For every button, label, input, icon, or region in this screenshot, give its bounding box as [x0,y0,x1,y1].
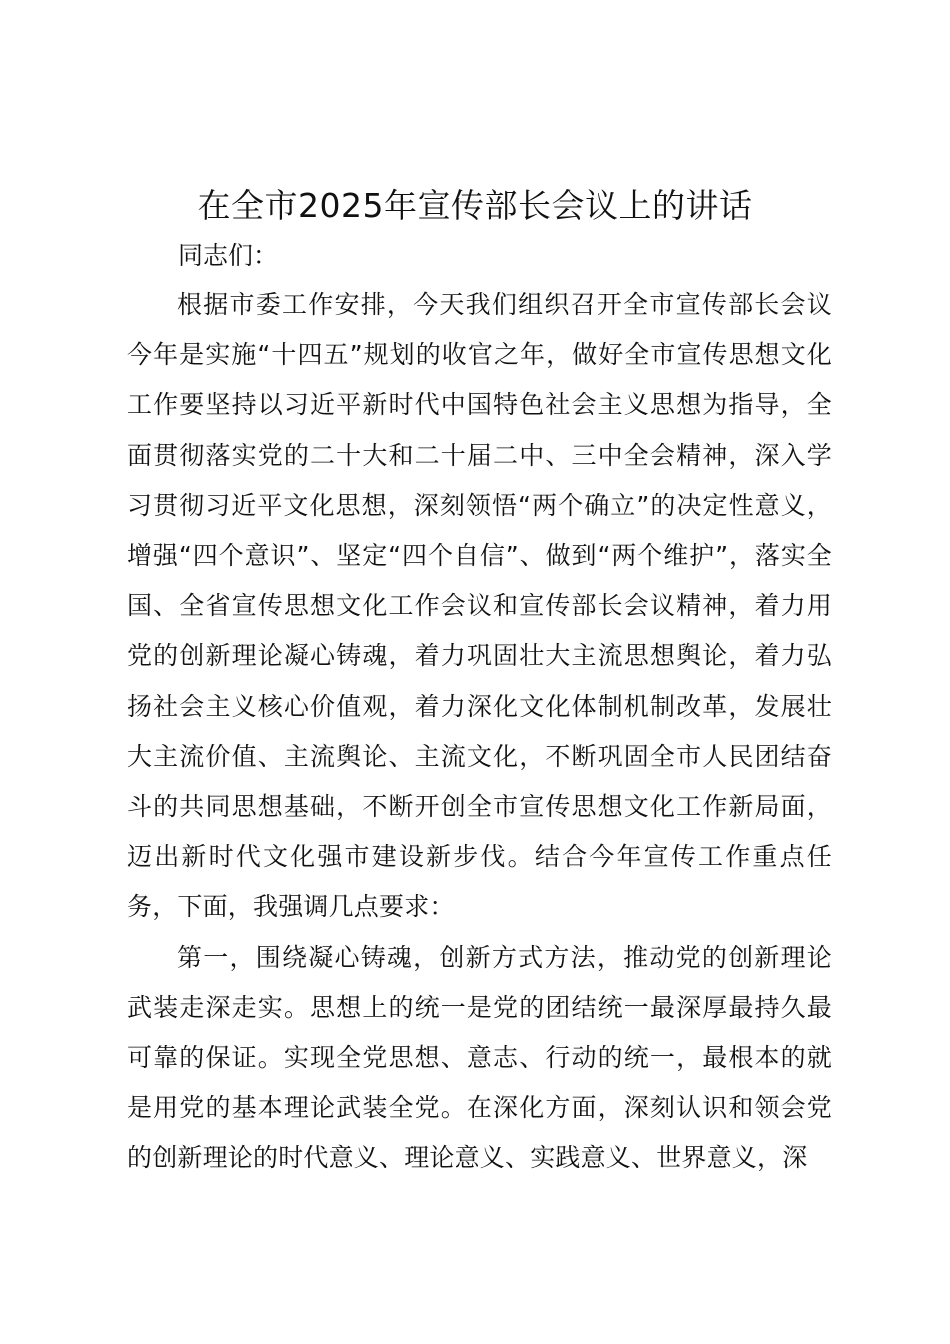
paragraph-first-point: 第一，围绕凝心铸魂，创新方式方法，推动党的创新理论武装走深走实。思想上的统一是党的团结统一最深厚最持久最可靠的保证。实现全党思想、意志、行动的统一，最根本的就是用党的基本理论武装全党。在深化方面，深刻认识和领会党的创新理论的时代意义、理论意义、实践意义、世界意义，深 [127,942,832,1173]
document-title: 在全市2025年宣传部长会议上的讲话 [197,186,753,225]
document-body [127,280,832,1184]
salutation: 同志们： [178,241,279,270]
paragraph-opening: 根据市委工作安排，今天我们组织召开全市宣传部长会议今年是实施“十四五”规划的收官之年，做好全市宣传思想文化工作要坚持以习近平新时代中国特色社会主义思想为指导，全面贯彻落实党的二十大和二十届二中、三中全会精神，深入学习贯彻习近平文化思想，深刻领悟“两个确立”的决定性意义，增强“四个意识”、坚定“四个自信”、做到“两个维护”，落实全国、全省宣传思想文化工作会议和宣传部长会议精神，着力用党的创新理论凝心铸魂，着力巩固壮大主流思想舆论，着力弘扬社会主义核心价值观，着力深化文化体制机制改革，发展壮大主流价值、主流舆论、主流文化，不断巩固全市人民团结奋斗的共同思想基础，不断开创全市宣传思想文化工作新局面，迈出新时代文化强市建设新步伐。结合今年宣传工作重点任务，下面，我强调几点要求： [127,290,832,922]
